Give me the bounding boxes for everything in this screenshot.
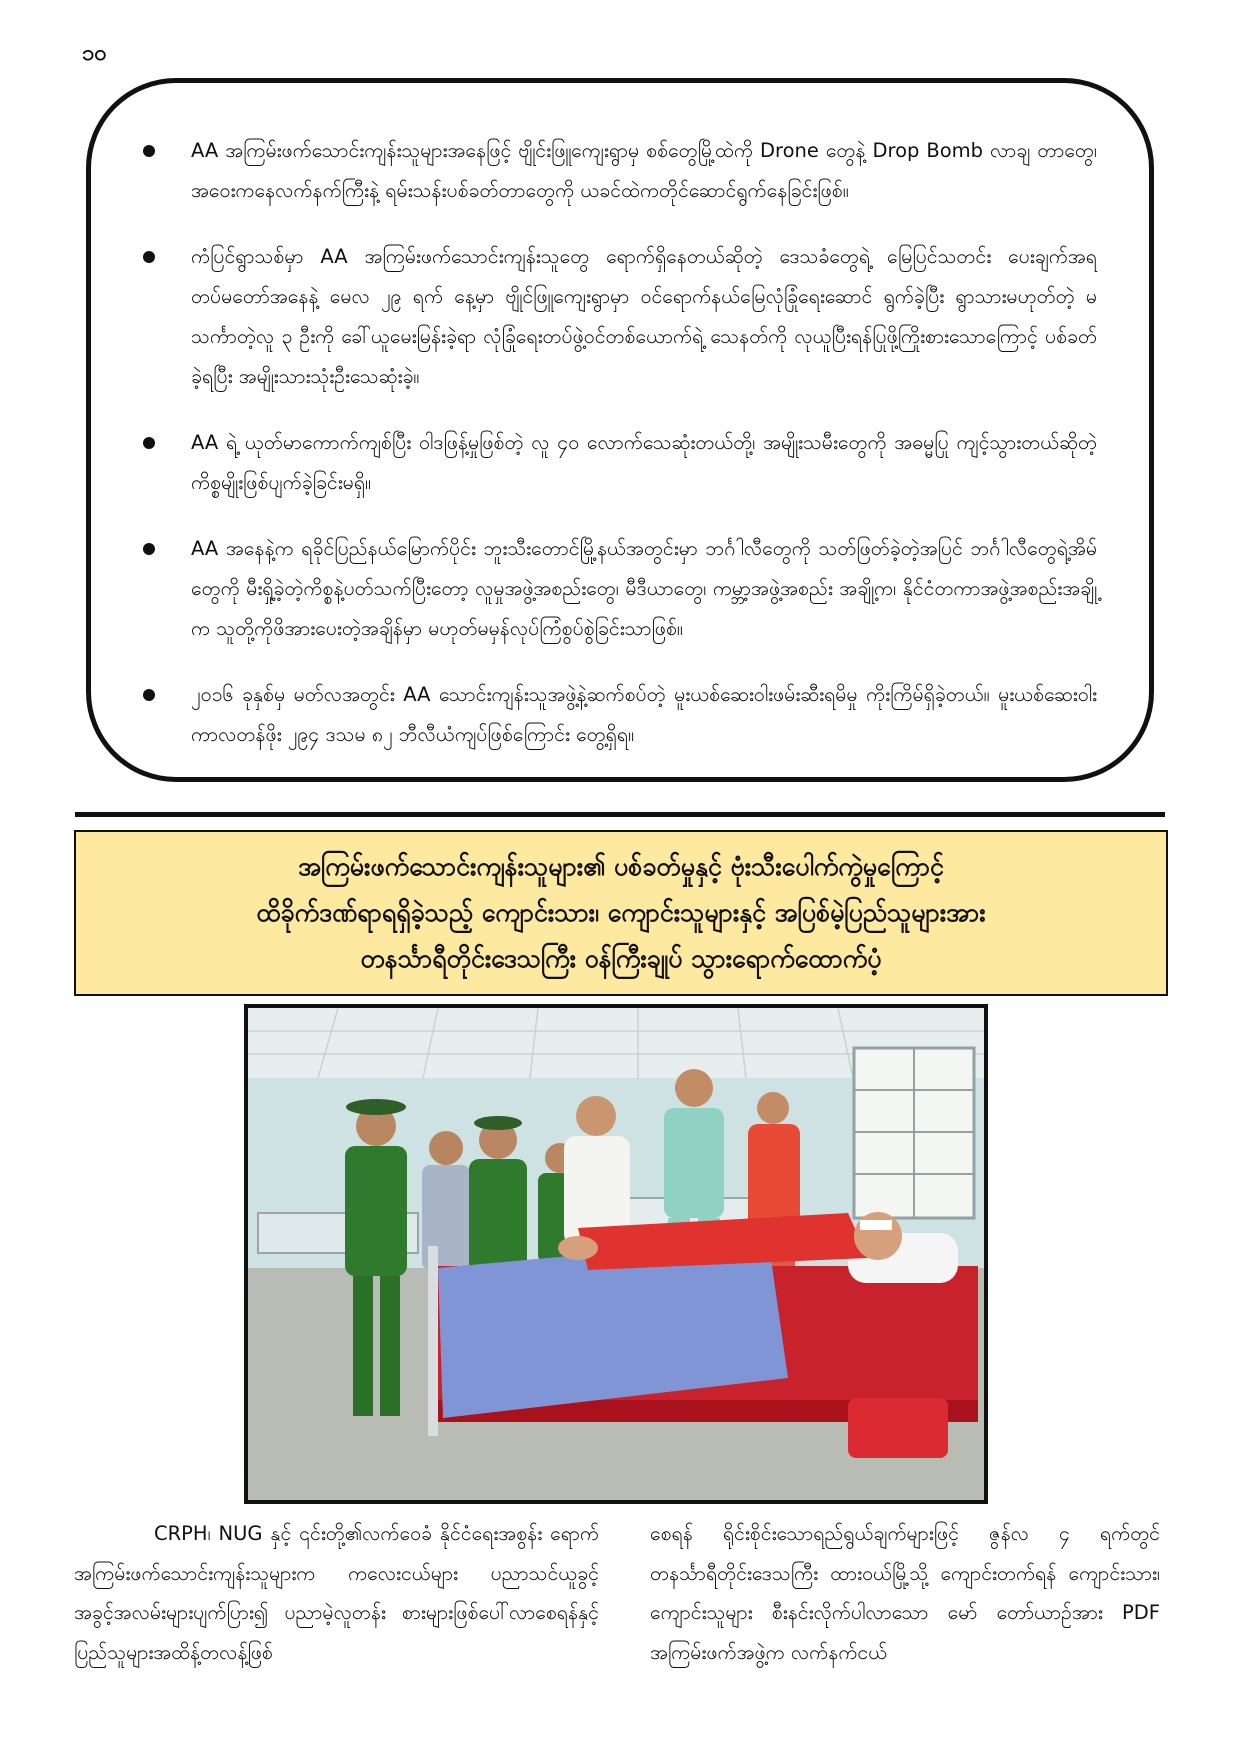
bullet-item	[141, 675, 1097, 755]
bullet-item	[141, 423, 1097, 503]
bullet-text: ၂၀၁၆ ခုနှစ်မှ မတ်လအတွင်း AA သောင်းကျန်းသူအဖွဲ့နဲ့ဆက်စပ်တဲ့ မူးယစ်ဆေးဝါးဖမ်းဆီးရမိမှု ကိုးကြိမ်ရှိခဲ့တယ်။ မူးယစ်ဆေးဝါးကာလတန်ဖိုး ၂၉၄ ဒသမ ၈၂ ဘီလီယံကျပ်ဖြစ်ကြောင်း တွေ့ရှိရ။	[191, 683, 1097, 746]
article-column-left	[74, 1514, 599, 1672]
section-divider	[75, 812, 1165, 817]
bullet-dot	[143, 437, 155, 449]
red-stool	[848, 1398, 948, 1458]
bullet-text: AA အကြမ်းဖက်သောင်းကျန်းသူများအနေဖြင့် ဗျိုင်းဖြူကျေးရွာမှ စစ်တွေမြို့ထဲကို Drone တွေနဲ့ Drop Bomb လာချ တာတွေ၊ အဝေးကနေလက်နက်ကြီးနဲ့ ရမ်းသန်းပစ်ခတ်တာတွေကို ယခင်ထဲကတိုင်ဆောင်ရွက်နေခြင်းဖြစ်။	[191, 139, 1097, 202]
bullet-text: AA အနေနဲ့က ရခိုင်ပြည်နယ်မြောက်ပိုင်း ဘူးသီးတောင်မြို့နယ်အတွင်းမှာ ဘင်္ဂါလီတွေကို သတ်ဖြတ်ခဲ့တဲ့အပြင် ဘင်္ဂါလီတွေရဲ့အိမ်တွေကို မီးရှို့ခဲ့တဲ့ကိစ္စနဲ့ပတ်သက်ပြီးတော့ လူမှုအဖွဲ့အစည်းတွေ၊ မီဒီယာတွေ၊ ကမ္ဘာ့အဖွဲ့အစည်း အချို့က၊ နိုင်ငံတကာအဖွဲ့အစည်းအချို့က သူတို့ကိုဖိအားပေးတဲ့အချိန်မှာ မဟုတ်မမှန်လုပ်ကြံစွပ်စွဲခြင်းသာဖြစ်။	[191, 537, 1097, 640]
bullet-text: ကံပြင်ရွာသစ်မှာ AA အကြမ်းဖက်သောင်းကျန်းသူတွေ ရောက်ရှိနေတယ်ဆိုတဲ့ ဒေသခံတွေရဲ့ မြေပြင်သတင်း ပေးချက်အရ တပ်မတော်အနေနဲ့ မေလ ၂၉ ရက် နေ့မှာ ဗျိုင်ဖြူကျေးရွာမှာ ဝင်ရောက်နယ်မြေလုံခြုံရေးဆောင် ရွက်ခဲ့ပြီး ရွာသားမဟုတ်တဲ့ မသင်္ကာတဲ့လူ ၃ ဦးကို ခေါ်ယူမေးမြန်းခဲ့ရာ လုံခြုံရေးတပ်ဖွဲ့ဝင်တစ်ယောက်ရဲ့ သေနတ်ကို လုယူပြီးရန်ပြုဖို့ကြိုးစားသောကြောင့် ပစ်ခတ်ခဲ့ရပြီး အမျိုးသားသုံးဦးသေဆုံးခဲ့။	[191, 245, 1097, 388]
hospital-visit-illustration	[248, 1008, 984, 1500]
bullet-box	[86, 78, 1154, 782]
headline-line: တနင်္သာရီတိုင်းဒေသကြီး ဝန်ကြီးချုပ် သွားရောက်ထောက်ပံ့	[360, 944, 882, 973]
page-number: ၁၀	[82, 41, 107, 66]
bullet-item	[141, 529, 1097, 649]
article-paragraph: စေရန် ရိုင်းစိုင်းသောရည်ရွယ်ချက်များဖြင့် ဇွန်လ ၄ ရက်တွင် တနင်္သာရီတိုင်းဒေသကြီး ထားဝယ်မြို့သို့ ကျောင်းတက်ရန် ကျောင်းသား၊ ကျောင်းသူများ စီးနင်းလိုက်ပါလာသော မော် တော်ယာဉ်အား PDF အကြမ်းဖက်အဖွဲ့က လက်နက်ငယ်	[650, 1522, 1160, 1664]
bullet-text: AA ရဲ့ ယုတ်မာကောက်ကျစ်ပြီး ဝါဒဖြန့်မှုဖြစ်တဲ့ လူ ၄၀ လောက်သေဆုံးတယ်တို့၊ အမျိုးသမီးတွေကို အဓမ္မပြု ကျင့်သွားတယ်ဆိုတဲ့ကိစ္စမျိုးဖြစ်ပျက်ခဲ့ခြင်းမရှိ။	[191, 431, 1097, 494]
bullet-dot	[143, 251, 155, 263]
headline-box	[74, 830, 1168, 996]
bullet-item	[141, 237, 1097, 397]
bullet-dot	[143, 543, 155, 555]
bullet-dot	[143, 689, 155, 701]
headline-line: အကြမ်းဖက်သောင်းကျန်းသူများ၏ ပစ်ခတ်မှုနှင့် ဗုံးသီးပေါက်ကွဲမှုကြောင့်	[298, 852, 944, 881]
article-paragraph: CRPH၊ NUG နှင့် ၎င်းတို့၏လက်ဝေခံ နိုင်ငံရေးအစွန်း ရောက် အကြမ်းဖက်သောင်းကျန်းသူများက ကလေးငယ်များ ပညာသင်ယူခွင့် အခွင့်အလမ်းများပျက်ပြား၍ ပညာမဲ့လူတန်း စားများဖြစ်ပေါ်လာစေရန်နှင့် ပြည်သူများအထိန့်တလန့်ဖြစ်	[74, 1522, 599, 1664]
bullet-item	[141, 131, 1097, 211]
bullet-dot	[143, 145, 155, 157]
headline-line: ထိခိုက်ဒဏ်ရာရရှိခဲ့သည့် ကျောင်းသား၊ ကျောင်းသူများနှင့် အပြစ်မဲ့ပြည်သူများအား	[256, 898, 986, 927]
article-column-right	[650, 1514, 1160, 1672]
news-photo	[244, 1004, 988, 1504]
